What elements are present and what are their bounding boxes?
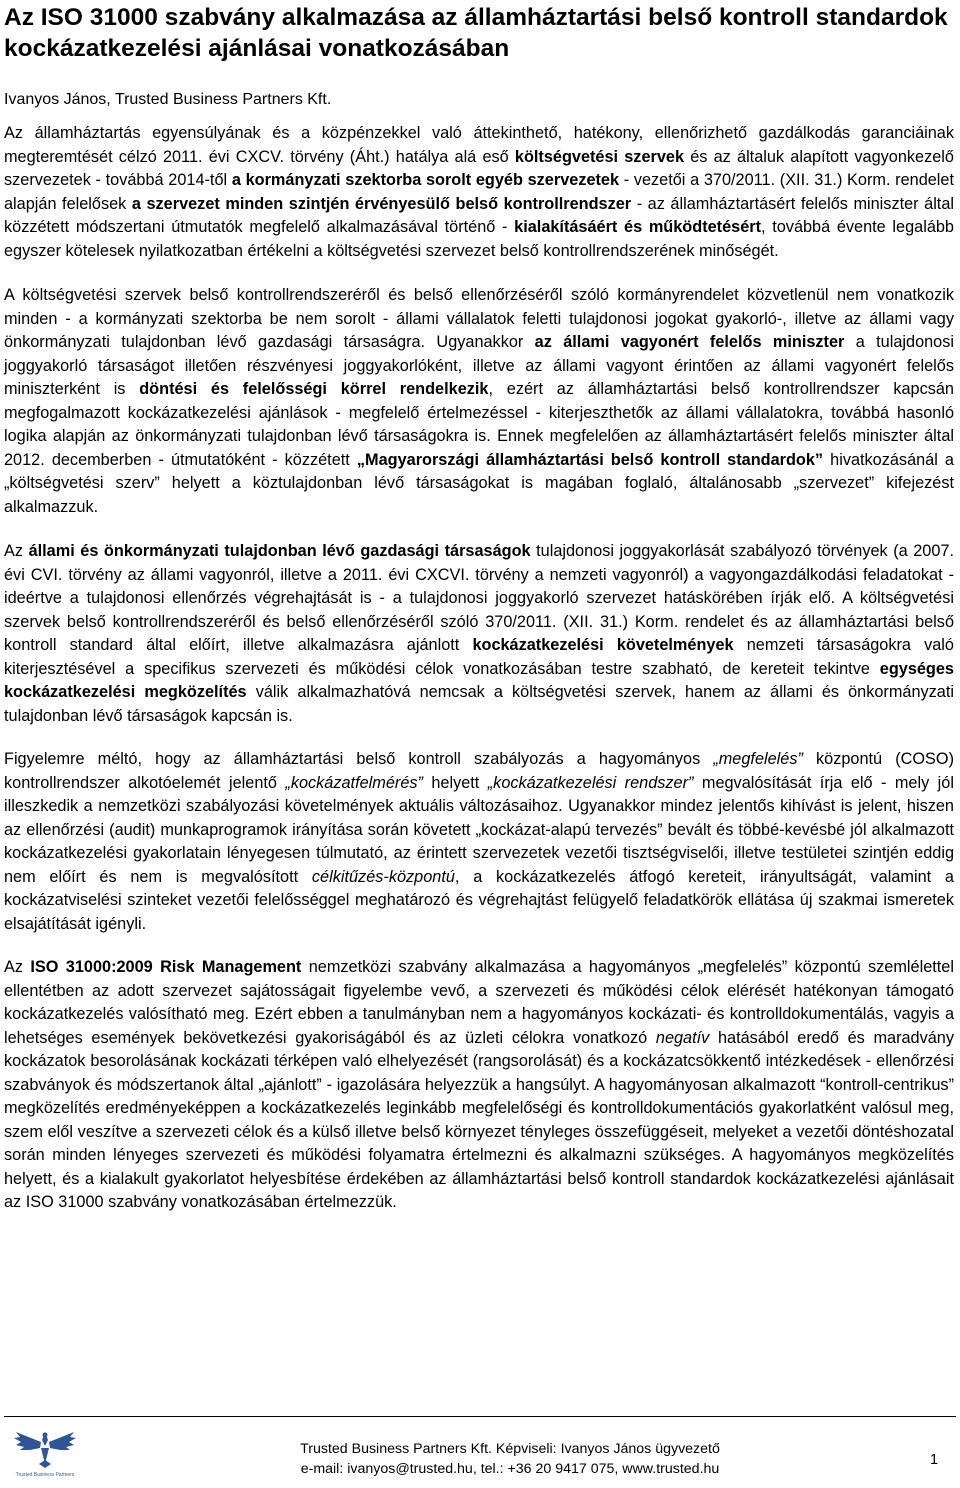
bold-text: egységes kockázatkezelési megközelítés xyxy=(4,659,954,701)
paragraph xyxy=(4,284,954,519)
text-run: megvalósítását írja elő - mely jól illeszkedik a nemzetközi szabályozási követelmények aktuális változásaihoz. Ugyanakkor mindez jelentős kihívást is jelent, hiszen az ellenőrzési (audit) munkaprogramok irányítása során követett „kockázat-alapú tervezés” bevált és többé-kevésbé jól alkalmazott kockázatkezelési gyakorlatain lényegesen túlmutató, az érintett szervezetek vezetői tisztségviselői, illetve testületei szintjén eddig nem előírt és nem is megvalósított xyxy=(4,773,954,886)
italic-text: „kockázatfelmérés” xyxy=(285,773,423,792)
text-run: Figyelemre méltó, hogy az államháztartási belső kontroll szabályozás a hagyományos xyxy=(4,750,714,768)
text-run: Az xyxy=(4,542,29,560)
text-run: , továbbá évente legalább egyszer kötelesek nyilatkozatban értékelni a költségvetési szervezet belső kontrollrendszerének minőségét. xyxy=(4,218,954,260)
footer-contact-line: e-mail: ivanyos@trusted.hu, tel.: +36 20 9417 075, www.trusted.hu xyxy=(300,1461,720,1477)
eagle-logo-icon xyxy=(12,1424,78,1474)
italic-text: „megfelelés” xyxy=(713,750,803,768)
bold-text: „Magyarországi államháztartási belső kontroll standardok” xyxy=(356,450,824,469)
text-run: helyett xyxy=(422,773,488,792)
text-run: hatásából eredő és maradvány kockázatok besorolásának kockázati térképen való elhelyezését (rangsorolását) és a kockázatcsökkentő intézkedések - ellenőrzési szabványok és módszertanok által „ajánlott” - igazolására helyezzük a hangsúlyt. A hagyományosan alkalmazott “kontroll-centrikus” megközelítés eredményeképpen a kockázatkezelés leginkább megfelelőségi és kontrolldokumentációs gyakorlatként valósul meg, szem elől veszítve a szervezeti célok és a külső illetve belső környezet tényleges összefüggéseit, melyeket a vezetői döntéshozatal során minden lényeges szervezeti és működési folyamatra értelmezni és alkalmazni szükséges. A hagyományos megközelítés helyett, és a kialakult gyakorlatot helyesbítése érdekében az államháztartási belső kontroll standardok kockázatkezelési ajánlásait az ISO 31000 szabvány vonatkozásában értelmezzük. xyxy=(4,1028,954,1211)
text-run: nemzetközi szabvány alkalmazása a hagyományos „megfelelés” központú szemlélettel ellentétben az adott szervezet sajátosságait figyelembe vevő, a szervezeti és működési célok elérését hatékonyan támogató kockázatkezelés valósítható meg. Ezért ebben a tanulmányban nem a hagyományos kockázati- és kontrolldokumentálás, vagyis a lehetséges események bekövetkezési gyakoriságából és az üzleti célokra vonatkozó xyxy=(4,958,954,1047)
text-run: nemzeti társaságokra való kiterjesztésével a specifikus szervezeti és működési célok vonatkozásában testre szabható, de kereteit tekintve xyxy=(4,636,954,678)
paragraph xyxy=(4,540,954,728)
text-run: A költségvetési szervek belső kontrollrendszeréről és belső ellenőrzéséről szóló kormányrendelet közvetlenül nem vonatkozik minden - a kormányzati szektorba be nem sorolt - állami vállalatok feletti tulajdonosi jogokat gyakorló-, illetve az állami vagy önkormányzati tulajdonban lévő gazdasági társaságra. Ugyanakkor xyxy=(4,286,954,351)
document-title: Az ISO 31000 szabvány alkalmazása az államháztartási belső kontroll standardok kockázatkezelési ajánlásai vonatkozásában xyxy=(4,4,948,62)
text-run: válik alkalmazhatóvá nemcsak a költségvetési szervek, hanem az állami és önkormányzati tulajdonban lévő társaságok kapcsán is. xyxy=(4,683,954,725)
bold-text: költségvetési szervek xyxy=(514,147,685,166)
footer-company-line: Trusted Business Partners Kft. Képviseli: Ivanyos János ügyvezető xyxy=(300,1441,720,1457)
footer-info xyxy=(200,1439,820,1479)
paragraph xyxy=(4,956,954,1215)
bold-text: kialakításáért és működtetésért xyxy=(514,218,762,236)
document-body xyxy=(4,122,954,1234)
bold-text: a szervezet minden szintjén érvényesülő belső kontrollrendszer xyxy=(131,194,632,213)
bold-text: állami és önkormányzati tulajdonban lévő gazdasági társaságok xyxy=(28,542,531,560)
text-run: Az államháztartás egyensúlyának és a közpénzekkel való áttekinthető, hatékony, ellenőrizhető gazdálkodás garanciáinak megteremtését célzó 2011. évi CXCV. törvény (Áht.) hatálya alá eső xyxy=(4,124,954,166)
bold-text: kockázatkezelési követelmények xyxy=(472,636,734,654)
italic-text: negatív xyxy=(655,1028,710,1047)
paragraph xyxy=(4,748,954,936)
bold-text: az állami vagyonért felelős miniszter xyxy=(534,333,845,351)
text-run: , a kockázatkezelés átfogó kereteit, irányultságát, valamint a kockázatviselési szinteket vezetői felelősséggel meghatározó és végrehajtást felügyelő feladatkörök ellátása új szakmai ismeretek elsajátítását igényli. xyxy=(4,867,954,933)
company-logo xyxy=(12,1424,78,1482)
text-run: , ezért az államháztartási belső kontrollrendszer kapcsán megfogalmazott kockázatkezelési ajánlások - megfelelő értelmezéssel - kiterjeszthetők az állami vállalatokra, továbbá hasonló logika alapján az önkormányzati tulajdonban lévő társaságokra is. Ennek megfelelően az államháztartásért felelős miniszter által 2012. decemberben - útmutatóként - közzétett xyxy=(4,380,954,469)
text-run: a tulajdonosi joggyakorló társaságot illetően részvényesi joggyakorlóként, illetve az állami vagyont érintően az állami vagyonért felelős miniszterként is xyxy=(4,333,954,398)
page-number: 1 xyxy=(930,1452,939,1468)
bold-text: ISO 31000:2009 Risk Management xyxy=(30,958,302,976)
text-run: - vezetői a 370/2011. (XII. 31.) Korm. rendelet alapján felelősek xyxy=(4,171,954,213)
text-run: tulajdonosi joggyakorlását szabályozó törvények (a 2007. évi CVI. törvény az állami vagyonról, illetve a 2011. évi CXCVI. törvény a nemzeti vagyonról) a vagyongazdálkodási feladatokat - ideértve a tulajdonosi ellenőrzés végrehajtását is - a tulajdonosi joggyakorló szervezet hatáskörében írják elő. A költségvetési szervek belső kontrollrendszeréről és belső ellenőrzéséről szóló 370/2011. (XII. 31.) Korm. rendelet és az államháztartási belső kontroll standard által előírt, illetve alkalmazásra ajánlott xyxy=(4,542,954,654)
paragraph xyxy=(4,122,954,263)
footer-divider xyxy=(4,1416,956,1417)
bold-text: a kormányzati szektorba sorolt egyéb szervezetek xyxy=(231,171,620,189)
bold-text: döntési és felelősségi körrel rendelkezik xyxy=(139,380,489,398)
italic-text: „kockázatkezelési rendszer” xyxy=(487,773,694,792)
text-run: és az általuk alapított vagyonkezelő szervezetek - továbbá 2014-től xyxy=(4,147,954,189)
text-run: - az államháztartásért felelős miniszter által közzétett módszertani útmutatók megfelelő alkalmazásával történő - xyxy=(4,194,955,236)
logo-caption: Trusted Business Partners xyxy=(15,1472,75,1478)
text-run: Az xyxy=(4,958,31,976)
text-run: hivatkozásánál a „költségvetési szerv” helyett a köztulajdonban lévő társaságokat is magában foglaló, általánosabb „szervezet” kifejezést alkalmazzuk. xyxy=(4,450,954,516)
document-author: Ivanyos János, Trusted Business Partners Kft. xyxy=(4,91,332,108)
text-run: központú (COSO) kontrollrendszer alkotóelemét jelentő xyxy=(4,750,954,792)
italic-text: célkitűzés-központú xyxy=(311,867,455,886)
